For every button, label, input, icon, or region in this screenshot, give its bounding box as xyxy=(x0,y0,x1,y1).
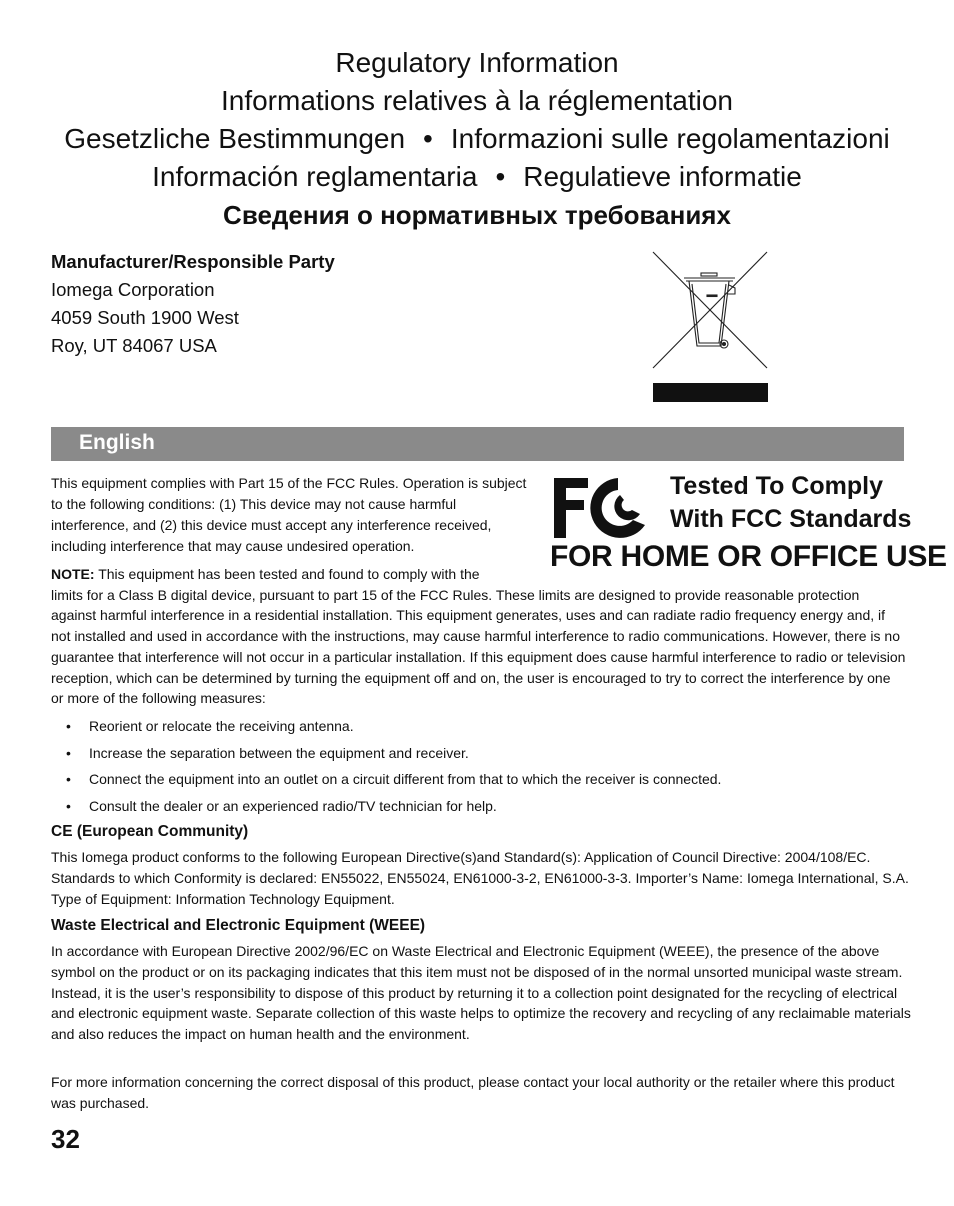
crossed-out-wheeled-bin-icon xyxy=(651,250,769,402)
manufacturer-name: Iomega Corporation xyxy=(51,279,215,300)
list-item xyxy=(66,743,721,770)
weee-heading: Waste Electrical and Electronic Equipment (WEEE) xyxy=(51,917,426,934)
weee-body: In accordance with European Directive 2002/96/EC on Waste Electrical and Electronic Equipment (WEEE), the presence of the above symbol on the product or on its packaging indicates that this item must not be disposed of in the normal unsorted municipal waste stream. Instead, it is the user’s responsibility to dispose of this product by returning it to a collection point designated for the recycling of electrical and electronic equipment waste. Separate collection of this waste helps to optimize the recovery and recycling of any reclaimable materials and also reduces the impact on human health and the environment. xyxy=(51,943,911,1043)
list-item-text: Increase the separation between the equipment and receiver. xyxy=(89,744,469,761)
manufacturer-heading: Manufacturer/Responsible Party xyxy=(51,251,335,272)
bullet-icon: • xyxy=(66,718,71,734)
fcc-tested-line1: Tested To Comply xyxy=(670,472,883,500)
title-separator: • xyxy=(495,161,506,192)
ce-body: This Iomega product conforms to the following European Directive(s)and Standard(s): Application of Council Directive: 2004/108/EC. Standards to which Conformity is declared: EN55022, EN55024, EN61000-3-2, EN61000-3-3. Importer’s Name: Iomega International, S.A. Type of Equipment: Information Technology Equipment. xyxy=(51,849,909,907)
ce-heading: CE (European Community) xyxy=(51,823,249,840)
title-german-italian xyxy=(0,120,954,158)
title-separator: • xyxy=(423,123,433,154)
fcc-compliance-paragraph: This equipment complies with Part 15 of the FCC Rules. Operation is subject to the following conditions: (1) This device may not cause harmful interference, and (2) this device must accept any interference received, including interference that may cause undesired operation. xyxy=(51,475,527,554)
manufacturer-city: Roy, UT 84067 USA xyxy=(51,335,217,356)
fcc-home-office-text: FOR HOME OR OFFICE USE xyxy=(550,540,947,573)
list-item xyxy=(66,796,721,823)
list-item-text: Consult the dealer or an experienced radio/TV technician for help. xyxy=(89,797,497,814)
page-number: 32 xyxy=(51,1124,80,1154)
title-english: Regulatory Information xyxy=(335,47,619,78)
weee-contact: For more information concerning the correct disposal of this product, please contact your local authority or the retailer where this product was purchased. xyxy=(51,1074,895,1111)
title-french: Informations relatives à la réglementation xyxy=(220,85,734,116)
note-paragraph xyxy=(51,564,906,709)
manufacturer-street: 4059 South 1900 West xyxy=(51,307,239,328)
fcc-tested-text xyxy=(670,470,911,536)
list-item-text: Connect the equipment into an outlet on a circuit different from that to which the receiver is connected. xyxy=(89,771,722,787)
fcc-tested-line2: With FCC Standards xyxy=(670,505,912,533)
section-bar-english xyxy=(51,427,904,461)
list-item xyxy=(66,716,721,743)
bullet-icon: • xyxy=(66,797,71,814)
manufacturer-block xyxy=(51,248,335,360)
list-item xyxy=(66,769,721,796)
title-italian: Informazioni sulle regolamentazioni xyxy=(450,123,890,154)
measures-list xyxy=(66,716,721,822)
title-german: Gesetzliche Bestimmungen xyxy=(64,123,406,154)
list-item-text: Reorient or relocate the receiving antenna. xyxy=(89,718,354,734)
title-russian: Сведения о нормативных требованиях xyxy=(223,200,731,230)
note-label: NOTE: xyxy=(51,566,95,582)
title-spanish: Información reglamentaria xyxy=(152,161,478,192)
section-bar-label: English xyxy=(79,431,155,454)
note-rest: limits for a Class B digital device, pursuant to part 15 of the FCC Rules. These limits are designed to provide reasonable protection against harmful interference in a residential installation. This equipment generates, uses and can radiate radio frequency energy and, if not installed and used in accordance with the instructions, may cause harmful interference to radio communications. However, there is no guarantee that interference will not occur in a particular installation. If this equipment does cause harmful interference to radio or television reception, which can be determined by turning the equipment off and on, the user is encouraged to try to correct the interference by one or more of the following measures: xyxy=(51,586,906,707)
title-dutch: Regulatieve informatie xyxy=(523,161,802,192)
note-first-line xyxy=(51,564,906,585)
note-line1: This equipment has been tested and found to comply with the xyxy=(98,566,480,582)
title-block xyxy=(0,44,954,234)
title-spanish-dutch xyxy=(0,158,954,196)
bullet-icon: • xyxy=(66,771,71,787)
bullet-icon: • xyxy=(66,744,71,761)
